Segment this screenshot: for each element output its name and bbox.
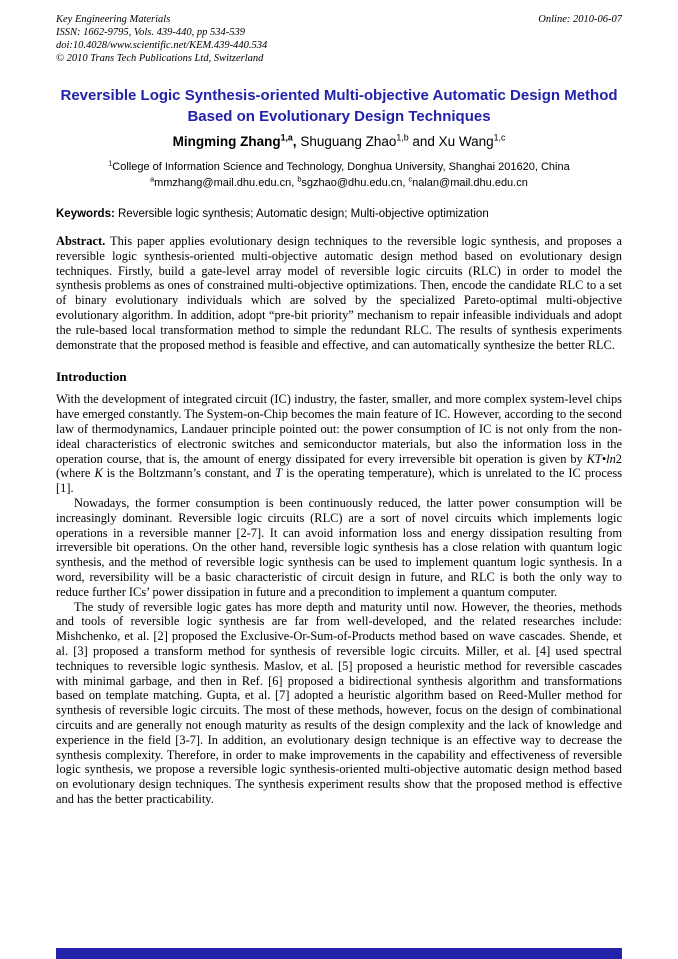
author-1-separator: , <box>292 134 301 149</box>
affiliation-line <box>56 161 622 175</box>
author-3-affiliation-mark: 1,c <box>493 132 506 143</box>
author-1-name: Mingming Zhang <box>172 134 281 149</box>
author-2-name: Shuguang Zhao <box>300 134 397 149</box>
journal-title: Key Engineering Materials <box>56 14 171 25</box>
journal-issn-line: ISSN: 1662-9795, Vols. 439-440, pp 534-539 <box>56 27 245 38</box>
email-a-text: mmzhang@mail.dhu.edu.cn, <box>154 176 298 189</box>
author-emails-line <box>56 174 622 191</box>
introduction-paragraph-1: With the development of integrated circuit (IC) industry, the faster, smaller, and more complex system-level chips have emerged constantly. The System-on-Chip becomes the main feature of IC. However, according to the second law of thermodynamics, Landauer principle pointed out: the power consumption of IC is not only from the non-ideal characteristics of electronic switches and semiconductor materials, but also the information loss in the operation course, that is, the amount of energy dissipated for every irreversible bit operation is given by KT•ln2 (where K is the Boltzmann’s constant, and T is the operating temperature), which is unrelated to the IC process [1]. <box>56 392 623 496</box>
journal-info-block <box>56 13 267 65</box>
author-3 <box>439 134 506 149</box>
abstract <box>56 234 622 352</box>
journal-header <box>56 13 622 65</box>
authors-line <box>56 133 622 150</box>
author-2-separator: and <box>408 134 439 149</box>
introduction-paragraph-3: The study of reversible logic gates has more depth and maturity until now. However, the theories, methods and tools of reversible logic synthesis are far from well-developed, and the related researches include: Mishchenko, et al. [2] proposed the Exclusive-Or-Sum-of-Products method based on wave cascades. Shende, et al. [3] proposed a transform method for synthesis of reversible logic circuits. Miller, et al. [4] used spectral techniques to reversible logic synthesis. Maslov, et al. [5] proposed a heuristic method for reversible cascades with minimal garbage, and then in Ref. [6] proposed a bidirectional synthesis algorithm and transformations based on template matching. Gupta, et al. [7] adopted a heuristic algorithm based on Reed-Muller method for synthesis of reversible logic circuits. The most of these methods, however, focus on the design of combinational circuits and are generally not enough maturity as results of the design complexity and the lack of knowledge and experience in the field [3-7]. In addition, an evolutionary design technique is an effective way to decrease the synthesis complexity. Therefore, in order to make improvements in the capability and effectiveness of reversible logic synthesis, we propose a reversible logic synthesis-oriented multi-objective automatic design method based on evolutionary design techniques. The synthesis experiment results show that the proposed method is effective and has the better practicability. <box>56 599 622 806</box>
footer-bar <box>56 948 622 959</box>
keywords-label: Keywords: <box>56 208 115 220</box>
keywords-line <box>56 207 622 221</box>
abstract-text: This paper applies evolutionary design techniques to the reversible logic synthesis, and proposes a reversible logic synthesis-oriented multi-objective automatic design method based on evolutionary design techniques. Firstly, build a gate-level array model of reversible logic circuits (RLC) in order to model the synthesis problems as ones of constrained multi-objective optimizations. Then, encode the candidate RLC to a set of binary evolutionary individuals which are solved by the specialized Pareto-optimal multi-objective evolutionary algorithm. In addition, adopt “pre-bit priority” mechanism to repair infeasible individuals and adopt the rule-based local transformation method to simple the redundant RLC. The results of synthesis experiments demonstrate that the proposed method is feasible and effective, and can automatically synthesize the better RLC. <box>56 234 622 352</box>
keywords-text: Reversible logic synthesis; Automatic design; Multi-objective optimization <box>118 208 489 220</box>
journal-copyright-line: © 2010 Trans Tech Publications Ltd, Switzerland <box>56 53 264 64</box>
abstract-label: Abstract. <box>56 234 106 248</box>
author-2-affiliation-mark: 1,b <box>396 132 409 143</box>
section-heading-introduction: Introduction <box>56 369 127 385</box>
paper-title: Reversible Logic Synthesis-oriented Multi-objective Automatic Design Method Based on Evolutionary Design Techniques <box>60 87 618 125</box>
journal-doi-line: doi:10.4028/www.scientific.net/KEM.439-440.534 <box>56 40 268 51</box>
author-2 <box>300 134 438 149</box>
email-c <box>408 174 528 189</box>
email-b-text: sgzhao@dhu.edu.cn, <box>301 176 409 189</box>
email-c-text: nalan@mail.dhu.edu.cn <box>412 176 528 189</box>
affiliation-text: College of Information Science and Technology, Donghua University, Shanghai 201620, China <box>112 161 570 173</box>
email-a-mark: a <box>150 174 155 183</box>
online-date: Online: 2010-06-07 <box>538 14 622 25</box>
email-b <box>297 174 409 189</box>
email-b-mark: b <box>297 174 302 183</box>
email-a <box>150 174 298 189</box>
affiliation-mark: 1 <box>108 159 113 168</box>
author-1 <box>173 134 301 149</box>
email-c-mark: c <box>408 174 413 183</box>
introduction-paragraph-2: Nowadays, the former consumption is been continuously reduced, the latter power consumption will be increasingly dominant. Reversible logic circuits (RLC) are a sort of novel circuits which implements logic operations in a reversible manner [2-7]. It can avoid information loss and energy dissipation resulting from irreversible bit operations. On the other hand, reversible logic synthesis has a close relation with quantum logic synthesis, and the method of reversible logic synthesis can be used to implement quantum logic synthesis. In a word, reversibility will be a basic characteristic of circuit design in future, and RLC is both the only way to reduce further ICs’ power dissipation in future and a precondition to implement a quantum computer. <box>56 495 622 599</box>
author-1-affiliation-mark: 1,a <box>280 132 293 143</box>
author-3-name: Xu Wang <box>438 134 494 149</box>
